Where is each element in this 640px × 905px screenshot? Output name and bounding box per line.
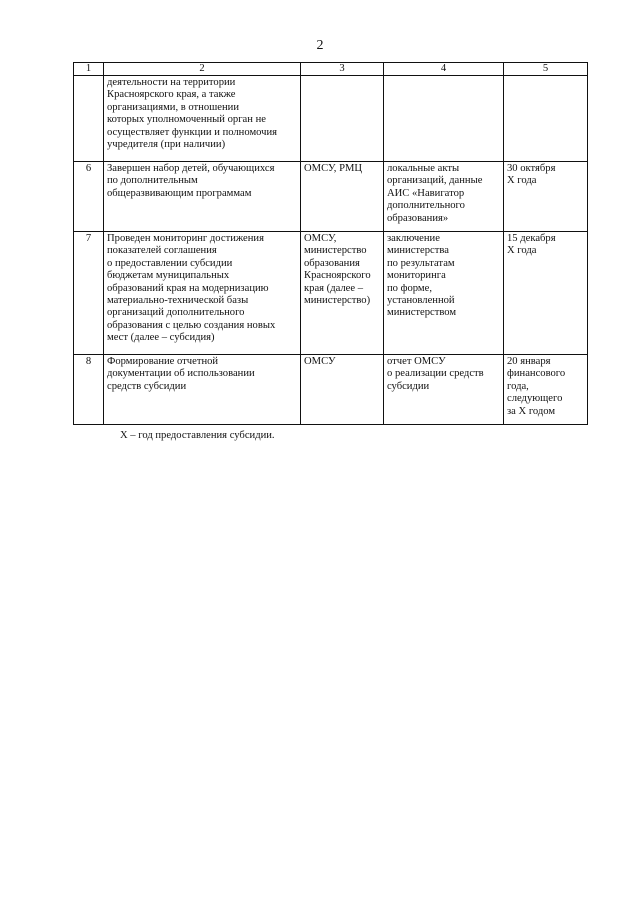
row-responsible bbox=[301, 76, 384, 162]
row-responsible: ОМСУ bbox=[301, 355, 384, 425]
table-header-row bbox=[74, 63, 588, 76]
row-action: Проведен мониторинг достижения показателей соглашения о предоставлении субсидии бюджетам муниципальных образований края на модернизацию материально-технической базы организаций дополнительного образования с целью создания новых мест (далее – субсидия) bbox=[104, 232, 301, 355]
row-responsible: ОМСУ, министерство образования Красноярского края (далее – министерство) bbox=[301, 232, 384, 355]
page-number: 2 bbox=[316, 38, 324, 53]
table-row bbox=[74, 76, 588, 162]
table-row bbox=[74, 232, 588, 355]
row-document: локальные акты организаций, данные АИС «Навигатор дополнительного образования» bbox=[384, 162, 504, 232]
row-document: отчет ОМСУ о реализации средств субсидии bbox=[384, 355, 504, 425]
table-row bbox=[74, 355, 588, 425]
column-header: 5 bbox=[504, 63, 588, 76]
row-deadline: 20 января финансового года, следующего за Х годом bbox=[504, 355, 588, 425]
column-header: 1 bbox=[74, 63, 104, 76]
row-action: Завершен набор детей, обучающихся по дополнительным общеразвивающим программам bbox=[104, 162, 301, 232]
row-deadline bbox=[504, 76, 588, 162]
column-header: 3 bbox=[301, 63, 384, 76]
row-deadline: 15 декабря Х года bbox=[504, 232, 588, 355]
table-row bbox=[74, 162, 588, 232]
row-action: деятельности на территории Красноярского края, а также организациями, в отношении которых уполномоченный орган не осуществляет функции и полномочия учредителя (при наличии) bbox=[104, 76, 301, 162]
row-number: 8 bbox=[74, 355, 104, 425]
row-responsible: ОМСУ, РМЦ bbox=[301, 162, 384, 232]
row-number bbox=[74, 76, 104, 162]
footnote: Х – год предоставления субсидии. bbox=[120, 430, 275, 441]
row-action: Формирование отчетной документации об использовании средств субсидии bbox=[104, 355, 301, 425]
row-number: 6 bbox=[74, 162, 104, 232]
row-deadline: 30 октября Х года bbox=[504, 162, 588, 232]
column-header: 2 bbox=[104, 63, 301, 76]
row-number: 7 bbox=[74, 232, 104, 355]
column-header: 4 bbox=[384, 63, 504, 76]
row-document: заключение министерства по результатам мониторинга по форме, установленной министерством bbox=[384, 232, 504, 355]
row-document bbox=[384, 76, 504, 162]
plan-table bbox=[73, 62, 588, 425]
